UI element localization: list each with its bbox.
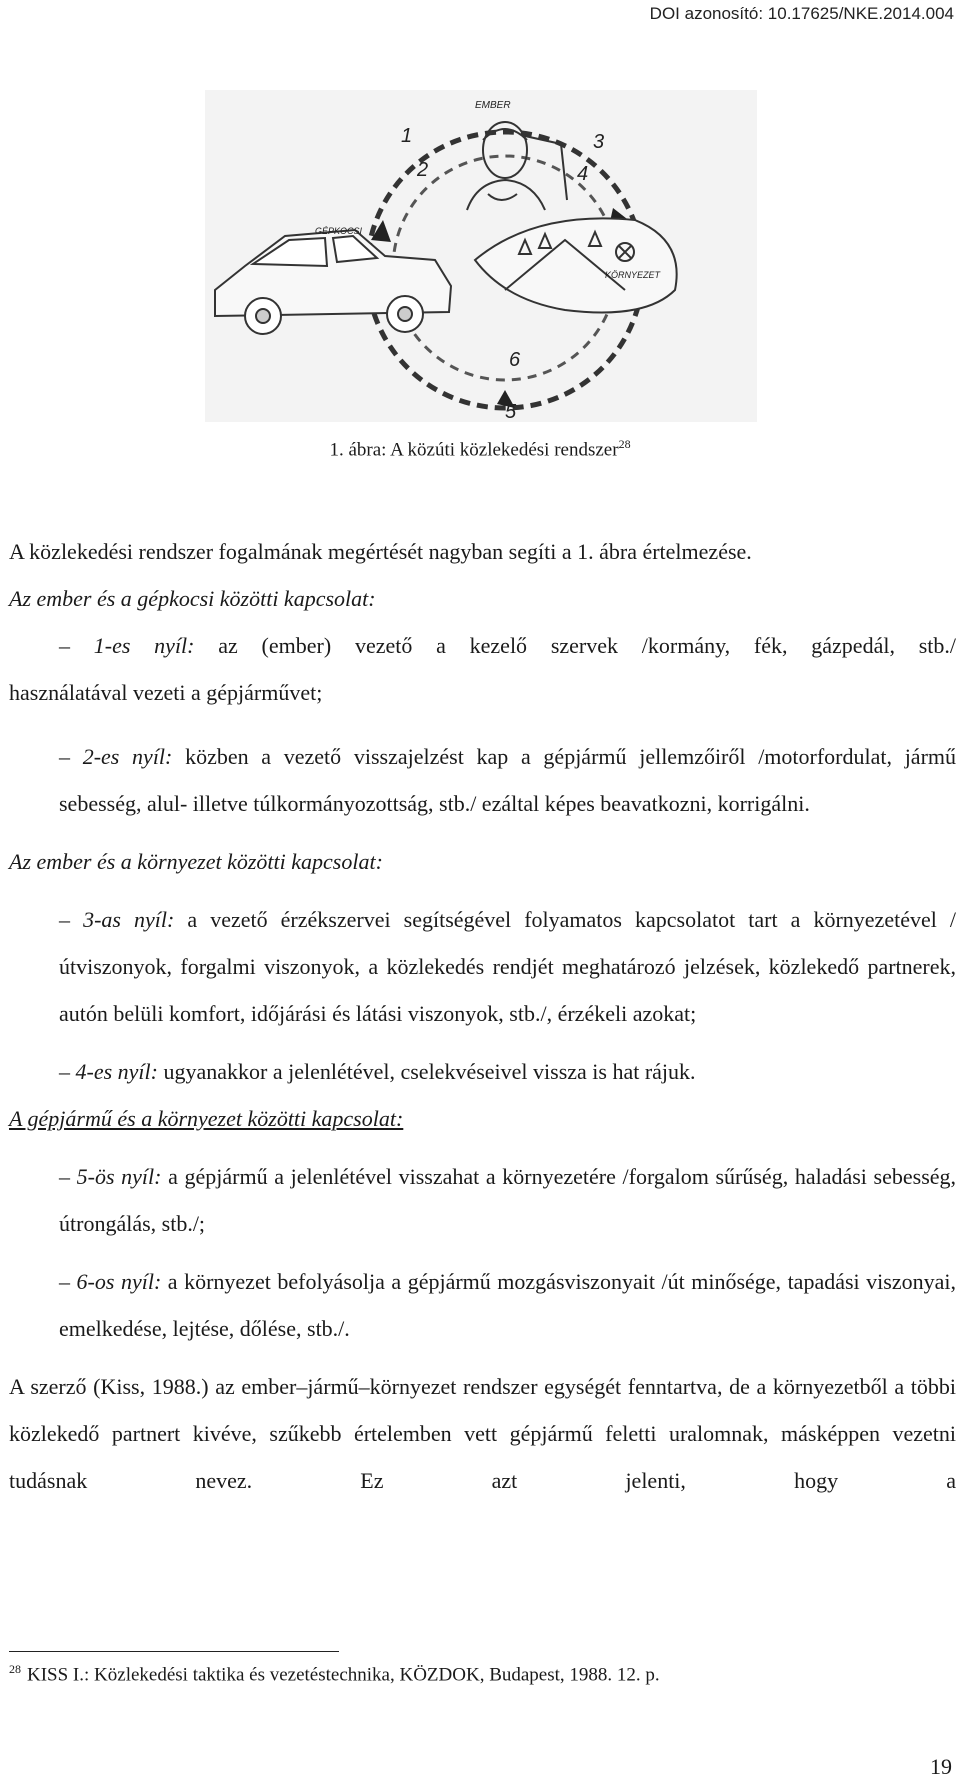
heading-ember-gepkocsi: Az ember és a gépkocsi közötti kapcsolat:	[9, 586, 376, 611]
arrow-3-label: 3-as nyíl:	[83, 907, 175, 932]
arrow-label-4: 4	[577, 163, 589, 185]
label-gepkocsi: GÉPKOCSI	[315, 226, 363, 236]
arrow-5-item: – 5-ös nyíl: a gépjármű a jelenlétével visszahat a környezetére /forgalom sűrűség, haladási sebesség, útrongálás, stb./;	[59, 1164, 957, 1236]
label-kornyezet: KÖRNYEZET	[605, 270, 661, 280]
body-text	[9, 528, 956, 1504]
footnote-marker: 28	[9, 1662, 21, 1676]
page-number: 19	[930, 1754, 952, 1779]
figure-caption	[0, 437, 960, 461]
heading-ember-kornyezet: Az ember és a környezet közötti kapcsolat:	[9, 849, 383, 874]
caption-footnote-ref[interactable]: 28	[618, 437, 631, 451]
arrow-1-continuation: használatával vezeti a gépjárművet;	[9, 680, 323, 705]
doi-header: DOI azonosító: 10.17625/NKE.2014.004	[649, 4, 954, 23]
road-traffic-system-figure	[205, 90, 757, 422]
footnote	[9, 1662, 660, 1686]
arrow-2-label: 2-es nyíl:	[82, 744, 173, 769]
arrow-6-label: 6-os nyíl:	[76, 1269, 162, 1294]
arrow-5-label: 5-ös nyíl:	[76, 1164, 162, 1189]
arrow-6-item: – 6-os nyíl: a környezet befolyásolja a gépjármű mozgásviszonyait /út minősége, tapadási viszonyai, emelkedése, lejtése, dőlése, stb./.	[59, 1269, 956, 1341]
paragraph-intro: A közlekedési rendszer fogalmának megértését nagyban segíti a 1. ábra értelmezése.	[9, 539, 752, 564]
arrow-label-1: 1	[401, 125, 413, 147]
arrow-3-item: – 3-as nyíl: a vezető érzékszervei segítségével folyamatos kapcsolatot tart a környezetével /útviszonyok, forgalmi viszonyok, a közlekedés rendjét meghatározó jelzések, közlekedő partnerek, autón belüli komfort, időjárási és látási viszonyok, stb./, érzékeli azokat;	[59, 907, 957, 1026]
footnote-text: KISS I.: Közlekedési taktika és vezetéstechnika, KÖZDOK, Budapest, 1988. 12. p.	[27, 1664, 660, 1686]
caption-text: 1. ábra: A közúti közlekedési rendszer	[329, 439, 619, 461]
arrow-label-3: 3	[593, 131, 605, 153]
arrow-2-item: – 2-es nyíl: közben a vezető visszajelzést kap a gépjármű jellemzőiről /motorfordulat, jármű sebesség, alul- illetve túlkormányozottság, stb./ ezáltal képes beavatkozni, korrigálni.	[59, 744, 957, 816]
arrow-4-label: 4-es nyíl:	[75, 1059, 158, 1084]
arrow-4-item: – 4-es nyíl: ugyanakkor a jelenlétével, cselekvéseivel vissza is hat rájuk.	[59, 1059, 696, 1084]
paragraph-author: A szerző (Kiss, 1988.) az ember–jármű–környezet rendszer egységét fenntartva, de a környezetből a többi közlekedő partnert kivéve, szűkebb értelemben vett gépjármű feletti uralomnak, másképpen vezetni tudásnak nevez. Ez azt jelenti, hogy a	[9, 1374, 956, 1493]
arrow-label-2: 2	[417, 159, 429, 181]
footnote-divider	[9, 1651, 339, 1652]
arrow-1-line: – 1-es nyíl: az (ember) vezető a kezelő szervek /kormány, fék, gázpedál, stb./	[59, 633, 956, 658]
arrow-1-label: 1-es nyíl:	[93, 633, 195, 658]
label-ember: EMBER	[475, 100, 511, 111]
arrow-label-6: 6	[509, 349, 521, 371]
arrow-label-5: 5	[505, 401, 517, 422]
heading-gepjarmu-kornyezet: A gépjármű és a környezet közötti kapcsolat:	[9, 1106, 404, 1131]
